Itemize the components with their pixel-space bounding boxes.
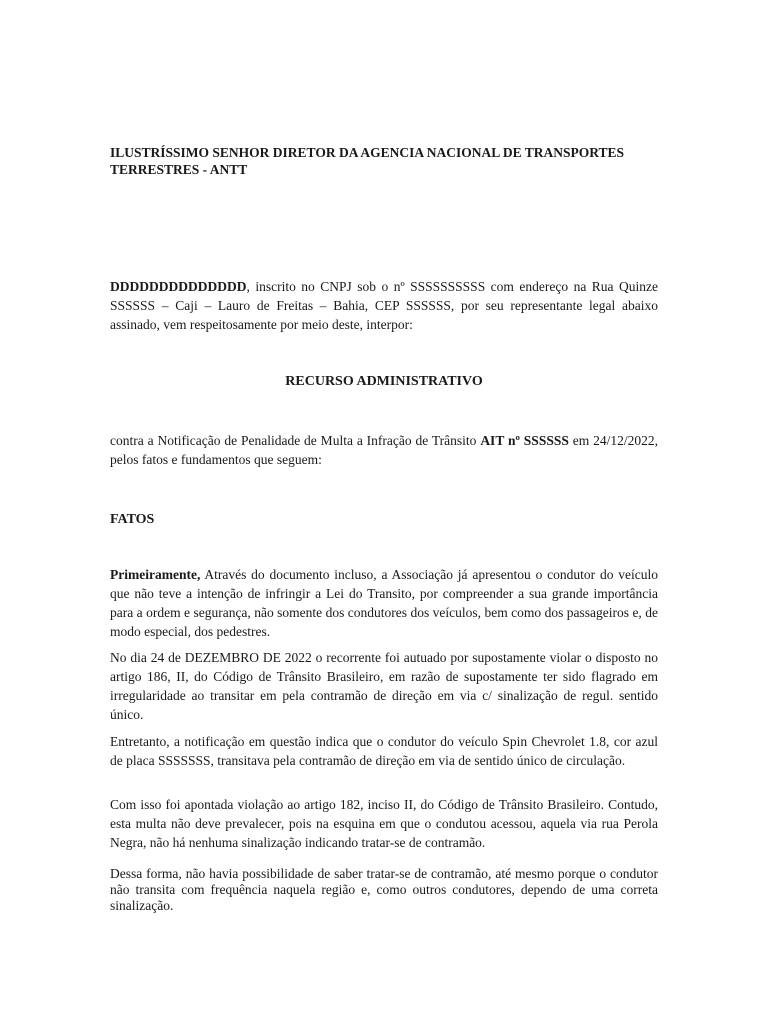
- paragraph-2: No dia 24 de DEZEMBRO DE 2022 o recorrente foi autuado por supostamente violar o disposto no artigo 186, II, do Código de Trânsito Brasileiro, em razão de supostamente ter sido flagrado em irregularidade ao transitar em pela contramão de direção em via c/ sinalização de regul. sentido único.: [110, 650, 658, 722]
- paragraph-4: Com isso foi apontada violação ao artigo 182, inciso II, do Código de Trânsito Brasileiro. Contudo, esta multa não deve prevalecer, pois na esquina em que o condutou acessou, aquela via rua Perola Negra, não há nenhuma sinalização indicando tratar-se de contramão.: [110, 797, 658, 850]
- paragraph-3: Entretanto, a notificação em questão indica que o condutor do veículo Spin Chevrolet 1.8, cor azul de placa SSSSSSS, transitava pela contramão de direção em via de sentido único de circulação.: [110, 734, 658, 768]
- addressee-heading: [110, 144, 658, 178]
- intro-text: , inscrito no CNPJ sob o nº SSSSSSSSSS com endereço na Rua Quinze SSSSSS – Caji – Lauro de Freitas – Bahia, CEP SSSSSS, por seu representante legal abaixo assinado, vem respeitosamente por meio deste, interpor:: [110, 279, 658, 332]
- paragraph-1: [110, 565, 658, 641]
- document-title: RECURSO ADMINISTRATIVO: [285, 374, 483, 389]
- intro-paragraph: [110, 277, 658, 334]
- paragraph-1-lead: Primeiramente,: [110, 567, 201, 582]
- against-text-after: em 24/12/2022, pelos fatos e fundamentos que seguem:: [110, 433, 658, 467]
- section-title-fatos: FATOS: [110, 512, 155, 527]
- heading-line-1: ILUSTRÍSSIMO SENHOR DIRETOR DA AGENCIA NACIONAL DE TRANSPORTES: [110, 145, 625, 160]
- against-paragraph: [110, 431, 658, 469]
- paragraph-1-text: Através do documento incluso, a Associação já apresentou o condutor do veículo que não teve a intenção de infringir a Lei do Transito, por compreender a sua grande importância para a ordem e segurança, não somente dos condutores dos veículos, bem como dos passageiros e, de modo especial, dos pedestres.: [110, 567, 658, 639]
- heading-line-2: TERRESTRES - ANTT: [110, 162, 248, 177]
- paragraph-5: Dessa forma, não havia possibilidade de saber tratar-se de contramão, até mesmo porque o condutor não transita com frequência naquela região e, como outros condutores, dependo de uma correta sinalização.: [110, 866, 658, 913]
- petitioner-name: DDDDDDDDDDDDDD: [110, 279, 247, 294]
- ait-number: AIT nº SSSSSS: [480, 433, 569, 448]
- against-text-before: contra a Notificação de Penalidade de Multa a Infração de Trânsito: [110, 433, 481, 448]
